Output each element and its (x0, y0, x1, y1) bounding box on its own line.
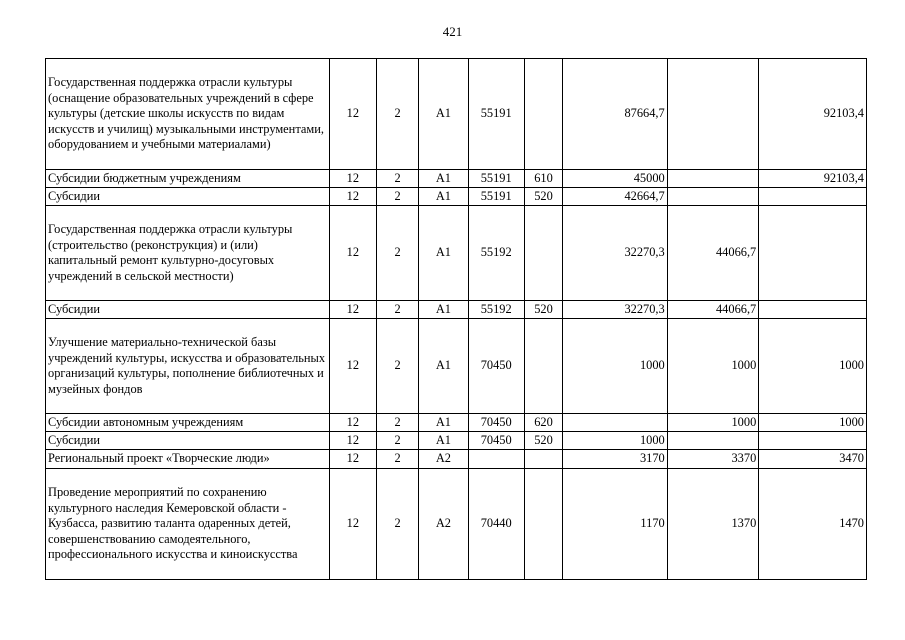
cell-expense-type (524, 59, 562, 170)
table-row (46, 206, 867, 301)
cell-section: 12 (329, 450, 376, 469)
cell-direction: 70450 (468, 432, 524, 450)
cell-expense-type (524, 206, 562, 301)
cell-year-3: 1000 (759, 319, 867, 414)
table-row (46, 188, 867, 206)
cell-direction: 70440 (468, 469, 524, 580)
cell-section: 12 (329, 319, 376, 414)
cell-subsection: 2 (377, 469, 419, 580)
cell-year-2: 3370 (667, 450, 759, 469)
row-name: Субсидии (46, 301, 330, 319)
cell-expense-type (524, 469, 562, 580)
cell-year-1: 32270,3 (563, 206, 668, 301)
cell-direction: 70450 (468, 319, 524, 414)
cell-year-1 (563, 414, 668, 432)
table-row (46, 59, 867, 170)
cell-subsection: 2 (377, 206, 419, 301)
cell-section: 12 (329, 170, 376, 188)
table-row (46, 432, 867, 450)
cell-year-3: 92103,4 (759, 59, 867, 170)
cell-year-2 (667, 170, 759, 188)
row-name: Субсидии (46, 188, 330, 206)
cell-year-3 (759, 301, 867, 319)
cell-year-2: 1000 (667, 414, 759, 432)
cell-program: A1 (419, 301, 468, 319)
cell-program: A1 (419, 206, 468, 301)
row-name: Улучшение материально-технической базы учреждений культуры, искусства и образовательных организаций культуры, пополнение библиотечных и музейных фондов (46, 319, 330, 414)
table-row (46, 319, 867, 414)
cell-program: A1 (419, 319, 468, 414)
row-name: Субсидии бюджетным учреждениям (46, 170, 330, 188)
row-name: Субсидии (46, 432, 330, 450)
cell-expense-type: 520 (524, 188, 562, 206)
cell-expense-type: 520 (524, 301, 562, 319)
cell-direction: 70450 (468, 414, 524, 432)
cell-year-1: 1000 (563, 432, 668, 450)
table-row (46, 450, 867, 469)
table-row (46, 170, 867, 188)
cell-section: 12 (329, 432, 376, 450)
cell-year-1: 42664,7 (563, 188, 668, 206)
cell-year-2: 44066,7 (667, 301, 759, 319)
row-name: Проведение мероприятий по сохранению культурного наследия Кемеровской области - Кузбасса, развитию таланта одаренных детей, совершенствованию самодеятельного, профессионального искусства и киноискусства (46, 469, 330, 580)
cell-year-1: 45000 (563, 170, 668, 188)
cell-year-2: 1000 (667, 319, 759, 414)
cell-direction: 55192 (468, 206, 524, 301)
cell-program: A1 (419, 170, 468, 188)
cell-year-1: 3170 (563, 450, 668, 469)
cell-section: 12 (329, 188, 376, 206)
cell-direction (468, 450, 524, 469)
cell-subsection: 2 (377, 319, 419, 414)
cell-year-2 (667, 432, 759, 450)
row-name: Государственная поддержка отрасли культуры (оснащение образовательных учреждений в сфере культуры (детские школы искусств по видам искусств и училищ) музыкальными инструментами, оборудованием и учебными материалами) (46, 59, 330, 170)
cell-year-3: 3470 (759, 450, 867, 469)
cell-subsection: 2 (377, 59, 419, 170)
cell-expense-type: 620 (524, 414, 562, 432)
cell-year-3 (759, 188, 867, 206)
cell-program: A1 (419, 414, 468, 432)
budget-table (45, 58, 867, 580)
cell-subsection: 2 (377, 414, 419, 432)
cell-year-2: 44066,7 (667, 206, 759, 301)
cell-year-2 (667, 59, 759, 170)
cell-program: A2 (419, 469, 468, 580)
cell-subsection: 2 (377, 301, 419, 319)
cell-subsection: 2 (377, 170, 419, 188)
cell-direction: 55192 (468, 301, 524, 319)
cell-year-2: 1370 (667, 469, 759, 580)
row-name: Региональный проект «Творческие люди» (46, 450, 330, 469)
cell-program: A2 (419, 450, 468, 469)
cell-subsection: 2 (377, 432, 419, 450)
cell-year-1: 1000 (563, 319, 668, 414)
table-row (46, 469, 867, 580)
cell-year-3 (759, 432, 867, 450)
cell-subsection: 2 (377, 188, 419, 206)
cell-section: 12 (329, 414, 376, 432)
cell-subsection: 2 (377, 450, 419, 469)
cell-program: A1 (419, 432, 468, 450)
cell-direction: 55191 (468, 59, 524, 170)
cell-expense-type (524, 319, 562, 414)
cell-year-3: 92103,4 (759, 170, 867, 188)
cell-year-1: 1170 (563, 469, 668, 580)
cell-section: 12 (329, 469, 376, 580)
cell-direction: 55191 (468, 170, 524, 188)
cell-year-1: 87664,7 (563, 59, 668, 170)
cell-year-1: 32270,3 (563, 301, 668, 319)
page-number: 421 (442, 24, 463, 39)
cell-direction: 55191 (468, 188, 524, 206)
cell-year-2 (667, 188, 759, 206)
cell-section: 12 (329, 206, 376, 301)
cell-year-3 (759, 206, 867, 301)
row-name: Субсидии автономным учреждениям (46, 414, 330, 432)
cell-section: 12 (329, 59, 376, 170)
cell-expense-type: 520 (524, 432, 562, 450)
row-name: Государственная поддержка отрасли культуры (строительство (реконструкция) и (или) капитальный ремонт культурно-досуговых учреждений в сельской местности) (46, 206, 330, 301)
cell-expense-type: 610 (524, 170, 562, 188)
cell-section: 12 (329, 301, 376, 319)
cell-program: A1 (419, 188, 468, 206)
cell-year-3: 1000 (759, 414, 867, 432)
cell-program: A1 (419, 59, 468, 170)
cell-year-3: 1470 (759, 469, 867, 580)
cell-expense-type (524, 450, 562, 469)
table-row (46, 301, 867, 319)
table-row (46, 414, 867, 432)
